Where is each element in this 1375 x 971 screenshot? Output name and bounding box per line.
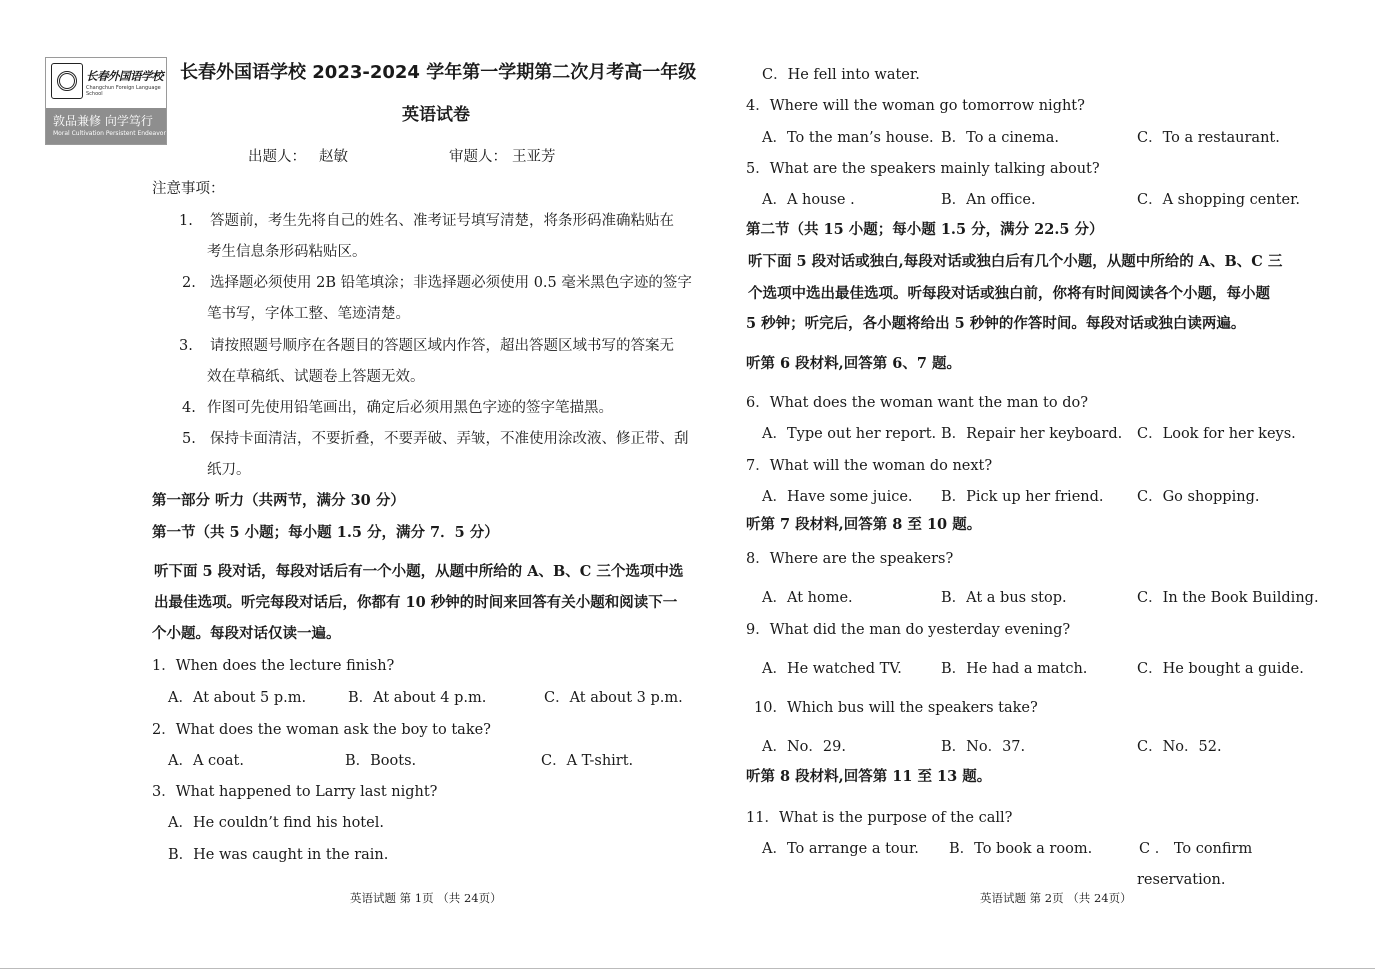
q9-option-c: C．He bought a guide. <box>1137 661 1304 677</box>
q4-option-b: B．To a cinema. <box>941 130 1059 146</box>
section1-heading: 第一节（共 5 小题；每小题 1.5 分，满分 7．5 分） <box>152 524 499 541</box>
q1-option-b: B．At about 4 p.m. <box>348 690 487 706</box>
question-5: 5．What are the speakers mainly talking about? <box>746 161 1100 177</box>
notice-num: 4. <box>182 400 196 416</box>
notice-line: 答题前，考生先将自己的姓名、准考证号填写清楚，将条形码准确粘贴在 <box>210 213 674 229</box>
q3-option-a: A．He couldn’t find his hotel. <box>168 815 384 831</box>
q4-option-a: A．To the man’s house. <box>762 130 934 146</box>
q10-option-b: B．No．37. <box>941 739 1026 755</box>
question-3: 3．What happened to Larry last night? <box>152 784 438 800</box>
material-8-heading: 听第 8 段材料,回答第 11 至 13 题。 <box>746 768 992 785</box>
q1-option-c: C．At about 3 p.m. <box>544 690 683 706</box>
q6-option-b: B．Repair her keyboard. <box>941 426 1123 442</box>
q1-option-a: A．At about 5 p.m. <box>168 690 307 706</box>
q8-option-b: B．At a bus stop. <box>941 590 1067 606</box>
notice-num: 3. <box>179 338 193 354</box>
page-footer-left: 英语试题 第 1页 （共 24页） <box>350 891 502 905</box>
question-8: 8．Where are the speakers? <box>746 551 954 567</box>
q2-option-b: B．Boots. <box>345 753 417 769</box>
section2-instructions: 个选项中选出最佳选项。听每段对话或独白前，你将有时间阅读各个小题，每小题 <box>748 285 1270 302</box>
q11-option-a: A．To arrange a tour. <box>762 841 919 857</box>
q5-option-b: B．An office. <box>941 192 1036 208</box>
exam-title: 长春外国语学校 2023-2024 学年第一学期第二次月考高一年级 <box>180 62 697 83</box>
q10-option-a: A．No．29. <box>762 739 846 755</box>
q3-option-b: B．He was caught in the rain. <box>168 847 389 863</box>
notice-num: 2. <box>182 275 196 291</box>
logo-motto-en: Moral Cultivation Persistent Endeavor <box>53 130 166 137</box>
section1-instructions: 出最佳选项。听完每段对话后，你都有 10 秒钟的时间来回答有关小题和阅读下一 <box>154 594 678 611</box>
section1-instructions: 听下面 5 段对话，每段对话后有一个小题，从题中所给的 A、B、C 三个选项中选 <box>154 563 684 580</box>
q8-option-c: C．In the Book Building. <box>1137 590 1319 606</box>
q7-option-c: C．Go shopping. <box>1137 489 1260 505</box>
q7-option-a: A．Have some juice. <box>762 489 913 505</box>
q6-option-c: C．Look for her keys. <box>1137 426 1296 442</box>
q10-option-c: C．No．52. <box>1137 739 1222 755</box>
q3-option-c: C．He fell into water. <box>762 67 920 83</box>
logo-school-name: 长春外国语学校 <box>86 69 163 83</box>
q9-option-b: B．He had a match. <box>941 661 1088 677</box>
notice-num: 5. <box>182 431 196 447</box>
q4-option-c: C．To a restaurant. <box>1137 130 1280 146</box>
exam-subtitle: 英语试卷 <box>402 105 470 125</box>
question-4: 4．Where will the woman go tomorrow night? <box>746 98 1085 114</box>
question-9: 9．What did the man do yesterday evening? <box>746 622 1071 638</box>
notice-line: 笔书写，字体工整、笔迹清楚。 <box>207 306 410 322</box>
question-10: 10．Which bus will the speakers take? <box>754 700 1038 716</box>
notice-line: 选择题必须使用 2B 铅笔填涂；非选择题必须使用 0.5 毫米黑色字迹的签字 <box>210 275 692 291</box>
notice-heading: 注意事项： <box>152 181 225 197</box>
question-2: 2．What does the woman ask the boy to take? <box>152 722 491 738</box>
author-label: 出题人： <box>248 149 306 165</box>
logo-motto: 敦品兼修 向学笃行 <box>53 114 153 128</box>
notice-line: 效在草稿纸、试题卷上答题无效。 <box>207 369 425 385</box>
question-7: 7．What will the woman do next? <box>746 458 993 474</box>
q2-option-a: A．A coat. <box>168 753 244 769</box>
notice-line: 纸刀。 <box>207 462 251 478</box>
section2-instructions: 听下面 5 段对话或独白,每段对话或独白后有几个小题，从题中所给的 A、B、C 三 <box>748 253 1283 270</box>
section2-instructions: 5 秒钟；听完后，各小题将给出 5 秒钟的作答时间。每段对话或独白读两遍。 <box>746 315 1246 332</box>
notice-num: 1. <box>179 213 193 229</box>
q8-option-a: A．At home. <box>762 590 853 606</box>
notice-line: 考生信息条形码粘贴区。 <box>207 244 367 260</box>
author-name: 赵敏 <box>319 149 348 165</box>
school-logo <box>45 57 167 145</box>
material-6-heading: 听第 6 段材料,回答第 6、7 题。 <box>746 355 962 372</box>
bottom-divider <box>0 968 1375 969</box>
question-6: 6．What does the woman want the man to do? <box>746 395 1089 411</box>
reviewer-name: 王亚芳 <box>512 149 556 165</box>
reviewer-label: 审题人： <box>449 149 507 165</box>
q11-option-b: B．To book a room. <box>949 841 1093 857</box>
logo-school-name-en: Changchun Foreign Language School <box>86 85 161 97</box>
q11-option-c-continued: reservation. <box>1137 872 1226 888</box>
part1-heading: 第一部分 听力（共两节，满分 30 分） <box>152 492 405 509</box>
section1-instructions: 个小题。每段对话仅读一遍。 <box>152 625 341 642</box>
school-seal-icon <box>51 63 83 99</box>
section2-heading: 第二节（共 15 小题；每小题 1.5 分，满分 22.5 分） <box>746 221 1104 238</box>
q5-option-c: C．A shopping center. <box>1137 192 1301 208</box>
q2-option-c: C．A T-shirt. <box>541 753 634 769</box>
q7-option-b: B．Pick up her friend. <box>941 489 1104 505</box>
q5-option-a: A．A house . <box>762 192 855 208</box>
notice-line: 请按照题号顺序在各题目的答题区域内作答，超出答题区域书写的答案无 <box>210 338 674 354</box>
q9-option-a: A．He watched TV. <box>762 661 902 677</box>
question-1: 1．When does the lecture finish? <box>152 658 395 674</box>
page-footer-right: 英语试题 第 2页 （共 24页） <box>980 891 1132 905</box>
material-7-heading: 听第 7 段材料,回答第 8 至 10 题。 <box>746 516 982 533</box>
q6-option-a: A．Type out her report. <box>762 426 937 442</box>
notice-line: 作图可先使用铅笔画出，确定后必须用黑色字迹的签字笔描黑。 <box>207 400 613 416</box>
q11-option-c: C ． To confirm <box>1139 841 1253 857</box>
notice-line: 保持卡面清洁，不要折叠，不要弄破、弄皱，不准使用涂改液、修正带、刮 <box>210 431 689 447</box>
question-11: 11．What is the purpose of the call? <box>746 810 1013 826</box>
